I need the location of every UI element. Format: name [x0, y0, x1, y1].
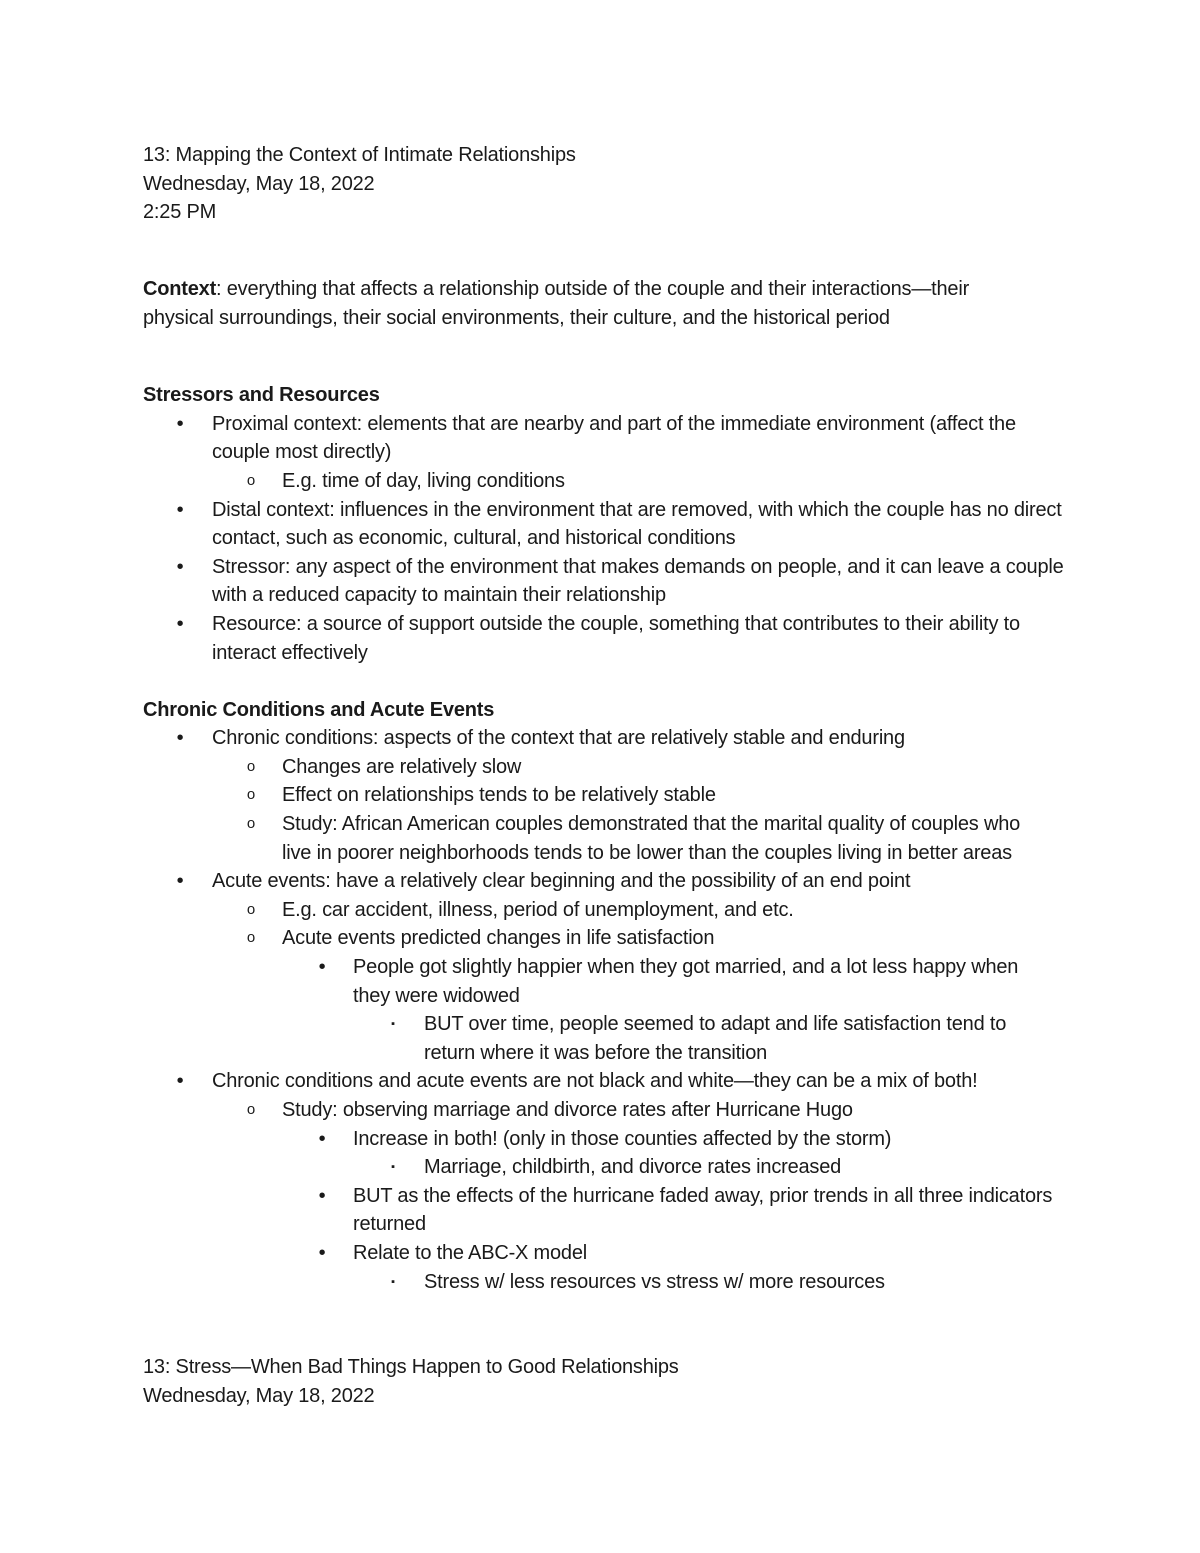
list-item: • Resource: a source of support outside the couple, something that contributes to their ability to interact effectively: [143, 610, 1062, 667]
bullet-marker: •: [176, 1070, 184, 1093]
section-heading-stressors: Stressors and Resources: [143, 384, 380, 407]
square-marker: ▪: [391, 1018, 395, 1031]
list-item: o Study: observing marriage and divorce rates after Hurricane Hugo: [143, 1096, 1083, 1125]
context-definition: [143, 275, 1043, 332]
list-item: • Distal context: influences in the environment that are removed, with which the couple has no direct contact, such as economic, cultural, and historical conditions: [143, 496, 1062, 553]
square-marker: ▪: [391, 1161, 395, 1174]
list-item: • People got slightly happier when they got married, and a lot less happy when they were widowed: [143, 953, 1053, 1010]
bullet-marker: •: [176, 727, 184, 750]
list-item: • Chronic conditions: aspects of the context that are relatively stable and enduring: [143, 724, 1083, 753]
stressors-list: [143, 410, 1083, 667]
list-item: o Acute events predicted changes in life satisfaction: [143, 924, 1083, 953]
section-heading-chronic: Chronic Conditions and Acute Events: [143, 698, 495, 721]
circle-marker: o: [246, 900, 256, 918]
list-item: ▪ BUT over time, people seemed to adapt and life satisfaction tend to return where it was before the transition: [143, 1010, 1054, 1067]
list-item: o Changes are relatively slow: [143, 753, 1083, 782]
bullet-marker: •: [176, 870, 184, 893]
note-title: 13: Mapping the Context of Intimate Relationships: [143, 144, 576, 166]
circle-marker: o: [246, 1101, 256, 1118]
list-item: o Effect on relationships tends to be relatively stable: [143, 781, 1083, 810]
circle-marker: o: [246, 815, 256, 833]
chronic-list: [143, 724, 1083, 1296]
context-definition-text: : everything that affects a relationship outside of the couple and their interactions—their physical surroundings, their social environments, their culture, and the historical period: [143, 278, 970, 329]
circle-marker: o: [246, 471, 256, 489]
list-item: • Acute events: have a relatively clear beginning and the possibility of an end point: [143, 867, 1083, 896]
note-time: 2:25 PM: [143, 201, 217, 224]
bullet-marker: •: [176, 412, 184, 435]
list-item: o E.g. car accident, illness, period of unemployment, and etc.: [143, 896, 1083, 925]
note-title-2: 13: Stress—When Bad Things Happen to Good Relationships: [143, 1356, 679, 1379]
note-date-2: Wednesday, May 18, 2022: [143, 1384, 375, 1407]
list-item: o Study: African American couples demonstrated that the marital quality of couples who live in poorer neighborhoods tends to be lower than the couples living in better areas: [143, 810, 1042, 867]
square-marker: ▪: [391, 1275, 395, 1288]
bullet-marker: •: [318, 1127, 326, 1150]
document-page: [143, 141, 1083, 1410]
list-item: • Chronic conditions and acute events are not black and white—they can be a mix of both!: [143, 1067, 1112, 1096]
bullet-marker: •: [318, 1241, 326, 1264]
note-date: Wednesday, May 18, 2022: [143, 172, 375, 195]
circle-marker: o: [246, 786, 256, 804]
bullet-marker: •: [318, 956, 326, 979]
context-term: Context: [143, 278, 217, 301]
list-item: ▪ Stress w/ less resources vs stress w/ more resources: [143, 1268, 1083, 1297]
list-item: • Stressor: any aspect of the environment that makes demands on people, and it can leave a couple with a reduced capacity to maintain their relationship: [143, 553, 1092, 610]
bullet-marker: •: [176, 555, 184, 578]
list-item: • Increase in both! (only in those counties affected by the storm): [143, 1125, 1083, 1154]
bullet-marker: •: [318, 1184, 326, 1207]
bullet-marker: •: [176, 498, 184, 521]
list-item: ▪ Marriage, childbirth, and divorce rates increased: [143, 1153, 1083, 1182]
circle-marker: o: [246, 929, 256, 947]
bullet-marker: •: [176, 612, 184, 635]
list-item: • Proximal context: elements that are nearby and part of the immediate environment (affect the couple most directly): [143, 410, 1072, 467]
circle-marker: o: [246, 757, 256, 775]
list-item: o E.g. time of day, living conditions: [143, 467, 1083, 496]
list-item: • BUT as the effects of the hurricane faded away, prior trends in all three indicators returned: [143, 1182, 1053, 1239]
list-item: • Relate to the ABC-X model: [143, 1239, 1083, 1268]
